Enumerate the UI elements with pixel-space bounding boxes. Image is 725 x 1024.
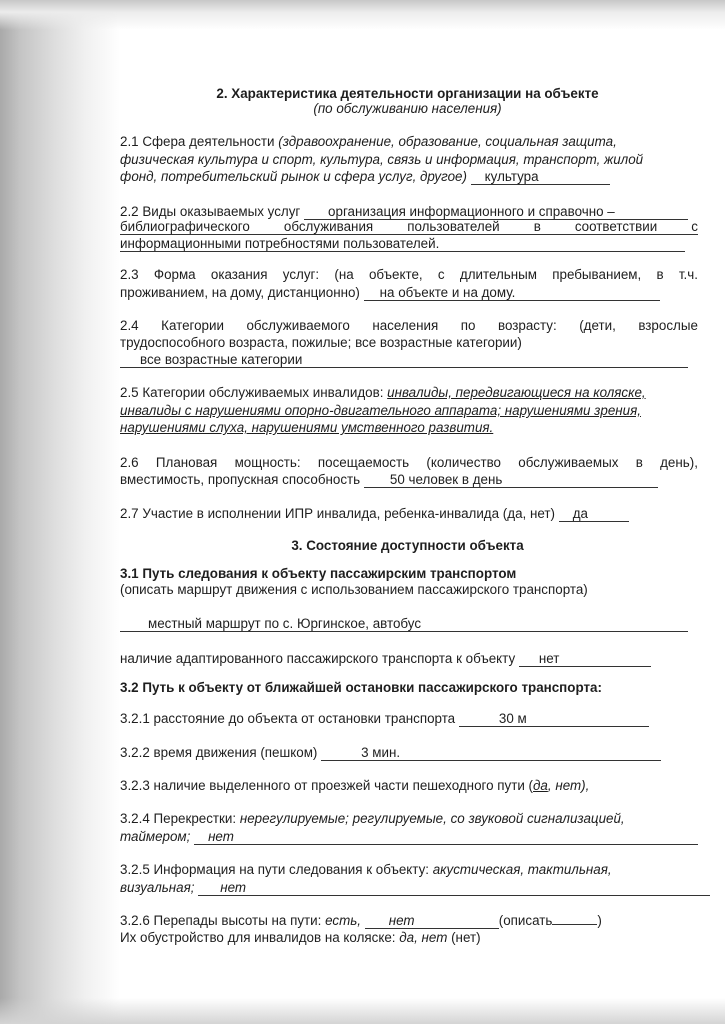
item-3-1-route: местный маршрут по с. Юргинское, автобус — [120, 617, 688, 632]
item-2-7-text: 2.7 Участие в исполнении ИПР инвалида, ребенка-инвалида (да, нет) — [120, 506, 555, 521]
word: (на — [334, 267, 354, 282]
item-2-3-line-2 — [120, 285, 660, 301]
item-3-2-6-line-1 — [120, 913, 602, 929]
item-2-2-lead: 2.2 Виды оказываемых услуг — [120, 204, 301, 219]
section-2-title: 2. Характеристика деятельности организации на объекте — [216, 86, 599, 101]
item-2-3-text: проживанием, на дому, дистанционно) — [120, 285, 360, 300]
word: день), — [660, 455, 698, 470]
item-3-2-2-value: 3 мин. — [321, 746, 661, 761]
item-2-1-line-3 — [120, 169, 610, 185]
scan-shadow-bottom — [0, 998, 725, 1024]
item-3-2-1-value: 30 м — [459, 712, 649, 727]
word: 2.4 — [120, 318, 139, 333]
item-3-2-6-lead: 3.2.6 Перепады высоты на пути: — [120, 913, 326, 928]
item-2-1-line-1 — [120, 134, 617, 150]
word: в — [533, 219, 541, 234]
item-3-2-5-line-2 — [120, 880, 710, 896]
word: возрасту: — [497, 318, 557, 333]
item-2-2-line-1 — [120, 204, 688, 220]
section-2-subtitle: (по обслуживанию населения) — [313, 101, 502, 116]
word: с — [691, 219, 698, 234]
item-3-2-5-value: нет — [198, 881, 710, 896]
word: в — [635, 455, 643, 470]
section-3-title: 3. Состояние доступности объекта — [291, 538, 524, 553]
word: объекте, — [368, 267, 423, 282]
word: оказания — [210, 267, 268, 282]
item-2-2-value-1: организация информационного и справочно – — [304, 205, 688, 220]
word: Плановая — [155, 455, 218, 470]
word: (количество — [426, 455, 501, 470]
word: обслуживаемых — [518, 455, 619, 470]
item-3-2-4-options-2: таймером; — [120, 829, 191, 844]
word: обслуживания — [283, 219, 374, 234]
item-2-5-value-1: инвалиды, передвигающиеся на коляске, — [387, 385, 646, 400]
word: посещаемость — [317, 455, 410, 470]
item-3-2-6-options: есть, — [325, 913, 362, 928]
item-3-1-route-line — [120, 616, 688, 632]
item-3-2-2-label: 3.2.2 время движения (пешком) — [120, 745, 318, 760]
item-2-3-line-1 — [120, 267, 698, 283]
item-2-2-value-3: информационными потребностями пользователей. — [120, 237, 685, 252]
item-3-2-6-value: нет — [365, 914, 499, 929]
item-2-1-options-1: (здравоохранение, образование, социальная защита, — [278, 134, 617, 149]
word: Категории — [161, 318, 224, 333]
item-3-2-4-line-2 — [120, 829, 698, 845]
word: т.ч. — [678, 267, 698, 282]
item-2-1-lead: 2.1 Сфера деятельности — [120, 134, 279, 149]
word: Форма — [153, 267, 196, 282]
item-3-2-1-label: 3.2.1 расстояние до объекта от остановки транспорта — [120, 711, 456, 726]
item-2-3-value: на объекте и на дому. — [364, 286, 660, 301]
item-2-1-options-3: фонд, потребительский рынок и сфера услуг, другое) — [120, 169, 467, 184]
item-3-2-2 — [120, 745, 661, 761]
item-2-6-value: 50 человек в день — [364, 473, 658, 488]
word: соответствии — [574, 219, 658, 234]
item-3-2-3-text: 3.2.3 наличие выделенного от проезжей части пешеходного пути ( — [120, 778, 534, 793]
word: (дети, — [579, 318, 616, 333]
item-3-2-4-value: нет — [194, 830, 698, 845]
item-2-6-text: вместимость, пропускная способность — [120, 472, 361, 487]
item-3-1-adapted-label: наличие адаптированного пассажирского транспорта к объекту — [120, 651, 516, 666]
scan-shadow-left — [0, 0, 120, 1024]
item-2-2-value-2 — [120, 220, 698, 235]
word: длительным — [459, 267, 537, 282]
item-3-2-6-close: ) — [597, 913, 602, 928]
item-3-2-6-value-2: (нет) — [451, 930, 481, 945]
item-3-1-title: 3.1 Путь следования к объекту пассажирским транспортом — [120, 566, 517, 581]
item-2-4-value: все возрастные категории — [120, 353, 688, 368]
word: 2.6 — [120, 455, 139, 470]
item-2-5-line-1 — [120, 385, 646, 401]
word: библиографического — [120, 219, 250, 234]
item-3-2-5-options: акустическая, тактильная, — [432, 862, 612, 877]
item-3-1-adapted-value: нет — [519, 652, 651, 667]
item-2-2-line-3 — [120, 236, 685, 252]
item-2-4-line-3 — [120, 352, 688, 368]
item-3-2-4-options: нерегулируемые; регулируемые, со звуковой сигнализацией, — [239, 811, 625, 826]
item-3-2-3-rest: , нет), — [547, 778, 590, 793]
item-3-2-4-line-1 — [120, 811, 625, 827]
word: пользователей — [407, 219, 500, 234]
item-3-2-6-describe-blank — [552, 924, 597, 925]
item-3-2-4-lead: 3.2.4 Перекрестки: — [120, 811, 240, 826]
item-3-2-3-yes: да — [533, 778, 548, 793]
scan-shadow-top — [0, 0, 725, 30]
item-3-2-5-lead: 3.2.5 Информация на пути следования к объекту: — [120, 862, 433, 877]
item-2-5-value-3: нарушениями слуха, нарушениями умственного развития. — [120, 420, 494, 435]
word: 2.3 — [120, 267, 139, 282]
item-3-2-6-line-2 — [120, 930, 481, 946]
item-2-5-lead: 2.5 Категории обслуживаемых инвалидов: — [120, 385, 388, 400]
item-3-2-1 — [120, 711, 649, 727]
item-3-2-title: 3.2 Путь к объекту от ближайшей остановки пассажирского транспорта: — [120, 680, 602, 695]
word: взрослые — [638, 318, 698, 333]
item-2-4-line-1 — [120, 318, 698, 334]
word: в — [656, 267, 664, 282]
item-2-1-value: культура — [471, 170, 610, 185]
item-2-5-value-2: инвалиды с нарушениями опорно-двигательного аппарата; нарушениями зрения, — [120, 403, 641, 418]
item-2-7 — [120, 506, 629, 522]
word: пребыванием, — [552, 267, 642, 282]
item-3-1-adapted — [120, 651, 651, 667]
item-3-2-5-options-2: визуальная; — [120, 880, 195, 895]
word: населения — [372, 318, 439, 333]
word: мощность: — [234, 455, 301, 470]
item-3-2-6-text-2: Их обустройство для инвалидов на коляске: — [120, 930, 400, 945]
item-3-2-5-line-1 — [120, 862, 612, 878]
item-3-1-note: (описать маршрут движения с использованием пассажирского транспорта) — [120, 582, 588, 597]
item-2-1-options-2: физическая культура и спорт, культура, связь и информация, транспорт, жилой — [120, 152, 644, 167]
word: услуг: — [282, 267, 320, 282]
item-3-2-6-describe: (описать — [498, 913, 553, 928]
item-2-6-line-2 — [120, 472, 658, 488]
item-2-6-line-1 — [120, 455, 698, 471]
word: с — [437, 267, 445, 282]
item-3-2-3 — [120, 778, 589, 794]
word: обслуживаемого — [246, 318, 350, 333]
item-3-2-6-options-2: да, нет — [399, 930, 448, 945]
item-2-7-value: да — [559, 507, 629, 522]
word: по — [460, 318, 476, 333]
item-2-4-line-2: трудоспособного возраста, пожилые; все возрастные категории) — [120, 335, 522, 350]
